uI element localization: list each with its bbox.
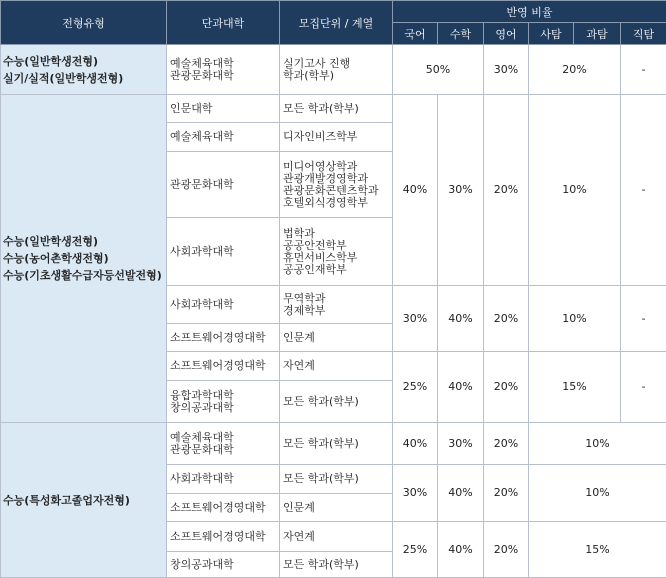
ratio-korean: 40% bbox=[393, 423, 438, 465]
ratio-english: 20% bbox=[484, 423, 529, 465]
college-cell: 예술체육대학 bbox=[167, 123, 280, 152]
ratio-math: 40% bbox=[438, 352, 484, 423]
unit-cell: 실기고사 진행 학과(학부) bbox=[280, 45, 393, 95]
header-social: 사탐 bbox=[529, 23, 574, 45]
unit-cell: 인문계 bbox=[280, 494, 393, 522]
header-math: 수학 bbox=[438, 23, 484, 45]
ratio-english: 20% bbox=[484, 95, 529, 286]
unit-cell: 모든 학과(학부) bbox=[280, 423, 393, 465]
admission-type-cell: 수능(일반학생전형) 실기/실적(일반학생전형) bbox=[1, 45, 167, 95]
ratio-social-science: 20% bbox=[529, 45, 621, 95]
college-cell: 사회과학대학 bbox=[167, 218, 280, 286]
college-cell: 소프트웨어경영대학 bbox=[167, 494, 280, 522]
ratio-social-science: 10% bbox=[529, 95, 621, 286]
ratio-korean: 25% bbox=[393, 352, 438, 423]
ratio-english: 20% bbox=[484, 286, 529, 352]
header-admission-type: 전형유형 bbox=[1, 1, 167, 45]
college-cell: 예술체육대학 관광문화대학 bbox=[167, 423, 280, 465]
ratio-vocational: - bbox=[621, 352, 666, 423]
header-vocational: 직탐 bbox=[621, 23, 666, 45]
ratio-math: 40% bbox=[438, 522, 484, 578]
college-cell: 소프트웨어경영대학 bbox=[167, 352, 280, 381]
unit-cell: 미디어영상학과 관광개발경영학과 관광문화콘텐츠학과 호텔외식경영학부 bbox=[280, 152, 393, 218]
college-cell: 소프트웨어경영대학 bbox=[167, 522, 280, 552]
ratio-korean: 30% bbox=[393, 465, 438, 522]
college-cell: 창의공과대학 bbox=[167, 552, 280, 578]
ratio-vocational: - bbox=[621, 286, 666, 352]
ratio-math: 40% bbox=[438, 465, 484, 522]
table-row bbox=[1, 423, 666, 465]
college-cell: 소프트웨어경영대학 bbox=[167, 324, 280, 352]
ratio-english: 30% bbox=[484, 45, 529, 95]
header-unit: 모집단위 / 계열 bbox=[280, 1, 393, 45]
header-science: 과탐 bbox=[574, 23, 621, 45]
ratio-english: 20% bbox=[484, 352, 529, 423]
unit-cell: 인문계 bbox=[280, 324, 393, 352]
ratio-social-science: 10% bbox=[529, 286, 621, 352]
header-row-1 bbox=[1, 1, 666, 23]
header-english: 영어 bbox=[484, 23, 529, 45]
ratio-math: 30% bbox=[438, 423, 484, 465]
unit-cell: 모든 학과(학부) bbox=[280, 552, 393, 578]
ratio-social-science: 15% bbox=[529, 352, 621, 423]
ratio-english: 20% bbox=[484, 522, 529, 578]
unit-cell: 모든 학과(학부) bbox=[280, 95, 393, 123]
ratio-vocational: - bbox=[621, 45, 666, 95]
ratio-social-science-vocational: 10% bbox=[529, 423, 666, 465]
table-row bbox=[1, 45, 666, 95]
unit-cell: 무역학과 경제학부 bbox=[280, 286, 393, 324]
college-cell: 예술체육대학 관광문화대학 bbox=[167, 45, 280, 95]
ratio-korean: 40% bbox=[393, 95, 438, 286]
unit-cell: 모든 학과(학부) bbox=[280, 465, 393, 494]
admission-type-cell: 수능(특성화고졸업자전형) bbox=[1, 423, 167, 578]
ratio-vocational: - bbox=[621, 95, 666, 286]
unit-cell: 자연계 bbox=[280, 352, 393, 381]
unit-cell: 자연계 bbox=[280, 522, 393, 552]
ratio-math: 30% bbox=[438, 95, 484, 286]
college-cell: 관광문화대학 bbox=[167, 152, 280, 218]
table-row bbox=[1, 95, 666, 123]
college-cell: 인문대학 bbox=[167, 95, 280, 123]
ratio-math: 40% bbox=[438, 286, 484, 352]
college-cell: 사회과학대학 bbox=[167, 286, 280, 324]
unit-cell: 디자인비즈학부 bbox=[280, 123, 393, 152]
ratio-korean: 30% bbox=[393, 286, 438, 352]
college-cell: 융합과학대학 창의공과대학 bbox=[167, 381, 280, 423]
header-ratio: 반영 비율 bbox=[393, 1, 666, 23]
header-korean: 국어 bbox=[393, 23, 438, 45]
header-college: 단과대학 bbox=[167, 1, 280, 45]
college-cell: 사회과학대학 bbox=[167, 465, 280, 494]
ratio-social-science-vocational: 15% bbox=[529, 522, 666, 578]
ratio-english: 20% bbox=[484, 465, 529, 522]
unit-cell: 모든 학과(학부) bbox=[280, 381, 393, 423]
admission-type-cell: 수능(일반학생전형) 수능(농어촌학생전형) 수능(기초생활수급자등선발전형) bbox=[1, 95, 167, 423]
ratio-korean-math: 50% bbox=[393, 45, 484, 95]
ratio-social-science-vocational: 10% bbox=[529, 465, 666, 522]
ratio-korean: 25% bbox=[393, 522, 438, 578]
unit-cell: 법학과 공공안전학부 휴먼서비스학부 공공인재학부 bbox=[280, 218, 393, 286]
